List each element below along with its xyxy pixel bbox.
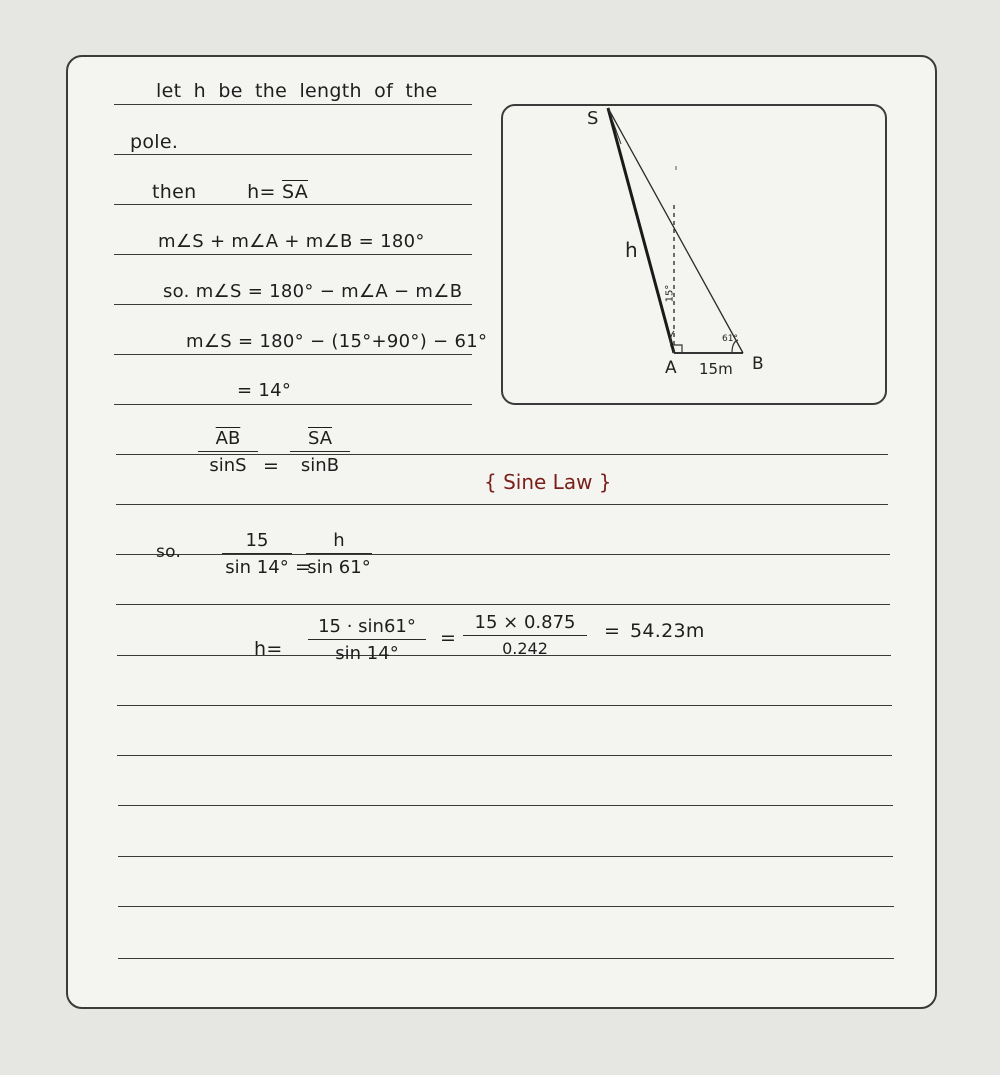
frac-den-sinb: sinB <box>300 455 340 476</box>
frac-num-sa: $\overline{SA}$ <box>290 428 350 452</box>
line-let-h: let h be the length of the <box>156 80 438 102</box>
h-equals: h= <box>247 181 283 203</box>
side-sb <box>608 108 743 353</box>
rule-line <box>114 104 472 105</box>
line-angle-s-values: m∠S = 180° − (15°+90°) − 61° <box>186 331 488 352</box>
side-sa <box>608 108 674 353</box>
rule-line <box>117 755 892 756</box>
fraction-sa-sinb <box>290 428 350 476</box>
frac-num-product: 15 × 0.875 <box>463 612 587 636</box>
line-pole: pole. <box>130 131 179 153</box>
rule-line <box>114 354 472 355</box>
line-angle-s: so. m∠S = 180° − m∠A − m∠B <box>163 281 463 302</box>
angle-61-label: 61° <box>722 334 738 344</box>
fraction-ab-sins <box>198 428 258 476</box>
fraction-15sin61-sin14 <box>308 616 426 664</box>
equals-sign: = <box>295 556 312 578</box>
frac-den-0242: 0.242 <box>502 639 548 658</box>
base-length-label: 15m <box>699 360 733 378</box>
frac-den-sin14: sin 14° <box>335 643 399 664</box>
frac-den-sin14: sin 14° <box>225 557 289 578</box>
h-equals-label: h= <box>254 638 283 660</box>
triangle-figure <box>503 106 885 403</box>
final-answer: 54.23m <box>630 620 705 642</box>
rule-line <box>116 604 890 605</box>
rule-line <box>114 154 472 155</box>
vertex-a-label: A <box>665 358 677 378</box>
frac-den-sin61: sin 61° <box>307 557 371 578</box>
rule-line <box>118 906 894 907</box>
rule-line <box>118 805 893 806</box>
equals-sign: = <box>440 627 457 649</box>
frac-num-15sin61: 15 · sin61° <box>308 616 426 640</box>
equals-sign: = <box>263 455 280 477</box>
frac-den-sins: sinS <box>209 455 247 476</box>
frac-num-15: 15 <box>222 530 292 554</box>
rule-line <box>114 254 472 255</box>
line-angle-sum: m∠S + m∠A + m∠B = 180° <box>158 231 425 252</box>
rule-line <box>114 204 472 205</box>
so-label: so. <box>156 542 182 562</box>
rule-line <box>117 705 892 706</box>
triangle-diagram <box>501 104 887 405</box>
fraction-h-sin61 <box>306 530 372 578</box>
sine-law-note: { Sine Law } <box>484 470 612 494</box>
rule-line <box>114 404 472 405</box>
equals-sign: = <box>604 620 621 642</box>
segment-sa: $\overline{SA}$ <box>282 181 309 203</box>
frac-num-h: h <box>306 530 372 554</box>
fraction-15-sin14 <box>222 530 292 578</box>
angle-15-label: 15° <box>664 284 676 303</box>
rule-line <box>114 304 472 305</box>
line-angle-s-result: = 14° <box>237 380 292 401</box>
frac-num-ab: $\overline{AB}$ <box>198 428 258 452</box>
apex-line <box>608 108 621 144</box>
rule-line <box>118 958 894 959</box>
line-then <box>152 181 308 203</box>
fraction-product-quotient <box>463 612 587 658</box>
rule-line <box>118 856 893 857</box>
vertex-s-label: S <box>587 108 599 129</box>
vertex-b-label: B <box>752 354 764 374</box>
side-h-label: h <box>625 238 638 262</box>
then-word: then <box>152 181 197 203</box>
rule-line <box>116 504 888 505</box>
